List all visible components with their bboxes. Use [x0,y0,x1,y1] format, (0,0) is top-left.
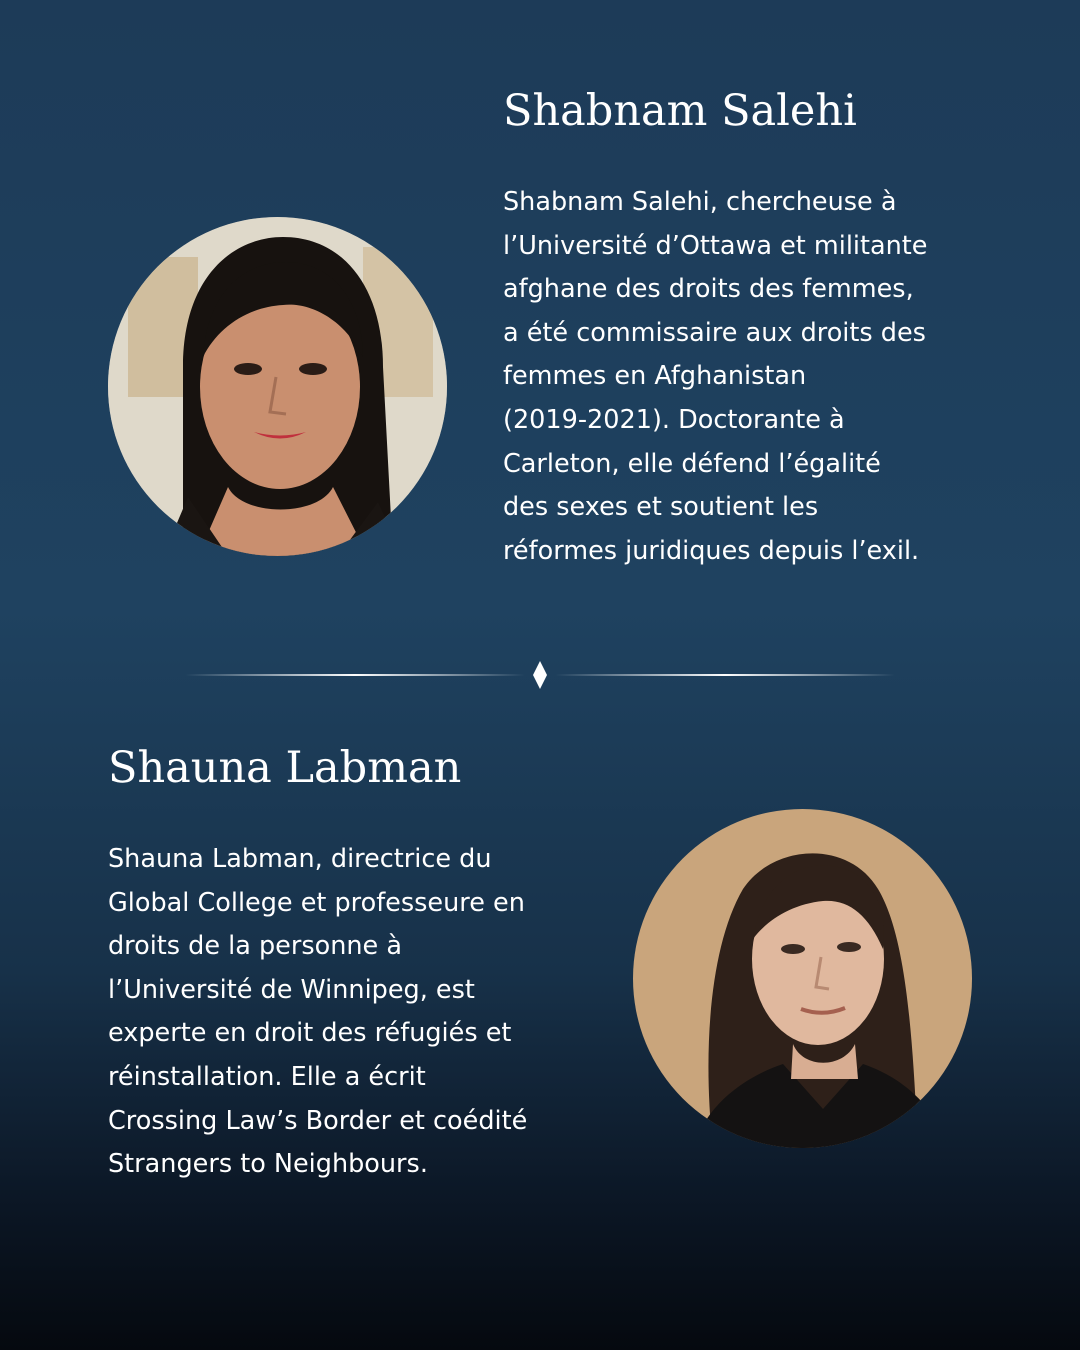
bio-line: droits de la personne à [108,931,402,962]
bio-line: des sexes et soutient les [503,492,819,523]
bio-line: Crossing Law’s Border et coédité [108,1105,528,1136]
bio-line: Shabnam Salehi, chercheuse à [503,187,897,217]
bio-line: Shauna Labman, directrice du [108,844,492,874]
bio-line: a été commissaire aux droits des [503,317,926,348]
bio-line: Strangers to Neighbours. [108,1149,428,1180]
section-divider [185,655,895,695]
bio-line: afghane des droits des femmes, [503,274,914,305]
bio-line: l’Université d’Ottawa et militante [503,230,928,261]
bio-line: (2019-2021). Doctorante à [503,404,845,435]
bio-line: l’Université de Winnipeg, est [108,974,475,1005]
bio-line: femmes en Afghanistan [503,361,807,392]
profile-name-shabnam-salehi: Shabnam Salehi [503,86,857,136]
bio-line: experte en droit des réfugiés et [108,1018,512,1049]
portrait-shabnam-salehi [108,217,447,556]
bio-line: réinstallation. Elle a écrit [108,1061,426,1092]
bio-line: Carleton, elle défend l’égalité [503,448,881,479]
bio-line: réformes juridiques depuis l’exil. [503,535,920,566]
bio-line: Global College et professeure en [108,887,525,918]
profile-name-shauna-labman: Shauna Labman [108,743,462,793]
profile-bio-shabnam-salehi [503,181,927,573]
portrait-shauna-labman [633,809,972,1148]
profile-bio-shauna-labman [108,838,527,1187]
